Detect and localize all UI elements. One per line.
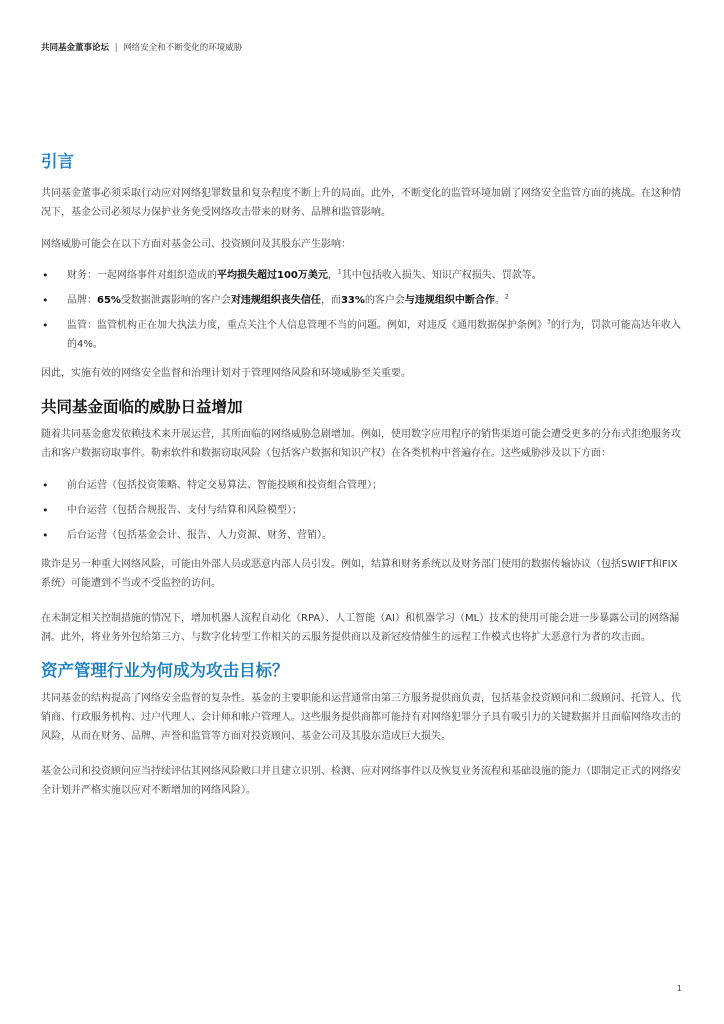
intro-paragraph-2: 网络威胁可能会在以下方面对基金公司、投资顾问及其股东产生影响：	[41, 238, 351, 250]
header-subtitle: 网络安全和不断变化的环境威胁	[123, 43, 243, 53]
impact-financial-highlight: 平均损失超过100万美元	[217, 269, 328, 281]
footnote-3: 3	[547, 318, 551, 326]
asset-paragraph-1: 共同基金的结构提高了网络安全监督的复杂性。基金的主要职能和运营通常由第三方服务提供商负责，包括基金投资顾问和二级顾问、托管人、代销商、行政服务机构、过户代理人、会计师和帐户管理人。这些服务提供商都可能持有对网络犯罪分子具有吸引力的关键数据并且面临网络攻击的风险，从而在财务、品牌、声誉和监管等方面对投资顾问、基金公司及其股东造成巨大损失。	[41, 693, 681, 743]
impact-brand-label: 品牌：	[67, 294, 97, 306]
impact-item-brand	[41, 291, 683, 310]
intro-title: 引言	[41, 152, 74, 171]
threats-title: 共同基金面临的威胁日益增加	[41, 397, 243, 416]
impact-brand-text-3: 的客户会	[364, 294, 405, 306]
impact-item-financial: • 财务：一起网络事件对组织造成的平均损失超过100万美元，$^1$其中包括收入损失、知识产权损失、罚款等。	[41, 266, 683, 285]
impact-brand-text-2: ，而	[320, 294, 341, 306]
impact-brand-pct-2: 33%	[340, 294, 365, 306]
impact-financial-text: 财务：一起网络事件对组织造成的	[67, 269, 217, 281]
page-number: 1	[676, 984, 682, 993]
asset-management-section	[41, 661, 683, 800]
impact-brand-pct-1: 65%	[97, 294, 121, 306]
intro-paragraph-1: 共同基金董事必须采取行动应对网络犯罪数量和复杂程度不断上升的局面。此外，不断变化的监管环境加剧了网络安全监管方面的挑战。在这种情况下，基金公司必须尽力保护业务免受网络攻击带来的财务、品牌和监管影响。	[41, 187, 681, 218]
operations-item-front: • 前台运营（包括投资策略、特定交易算法、智能投顾和投资组合管理）；	[41, 476, 683, 495]
asset-title: 资产管理行业为何成为攻击目标？	[41, 661, 289, 681]
impact-financial-detail: 其中包括收入损失、知识产权损失、罚款等。	[341, 269, 542, 281]
asset-paragraph-2: 基金公司和投资顾问应当持续评估其网络风险敞口并且建立识别、检测、应对网络事件以及恢复业务流程和基础设施的能力（即制定正式的网络安全计划并严格实施以应对不断增加的网络风险）。	[41, 766, 681, 797]
operations-item-middle: • 中台运营（包括合规报告、支付与结算和风险模型）；	[41, 501, 683, 520]
impact-regulatory-detail: 的行为，罚款可能高达年收入的4%。	[67, 319, 681, 350]
impact-regulatory-text: 监管：监管机构正在加大执法力度，重点关注个人信息管理不当的问题。例如，对违反《通用数据保护条例》	[67, 319, 547, 331]
impact-brand-end: 。	[494, 294, 505, 306]
operations-item-back: • 后台运营（包括基金会计、报告、人力资源、财务、营销）。	[41, 526, 683, 545]
header-separator: |	[114, 43, 118, 53]
threats-section	[41, 398, 683, 648]
threats-paragraph-2: 欺诈是另一种重大网络风险，可能由外部人员或恶意内部人员引发。例如，结算和财务系统以及财务部门使用的数据传输协议（包括SWIFT和FIX系统）可能遭到不当或不受监控的访问。	[41, 559, 678, 590]
impact-brand-text-1: 受数据泄露影响的客户会	[120, 294, 231, 306]
page-header	[41, 41, 242, 53]
main-content	[41, 152, 683, 800]
impact-brand-highlight-1: 对违规组织丧失信任	[230, 294, 321, 306]
impact-brand-highlight-2: 与违规组织中断合作	[404, 294, 495, 306]
impact-list	[41, 266, 683, 354]
threats-paragraph-1: 随着共同基金愈发依赖技术来开展运营，其所面临的网络威胁急剧增加。例如，使用数字应用程序的销售渠道可能会遭受更多的分布式拒绝服务攻击和客户数据窃取事件。勒索软件和数据窃取风险（包括客户数据和知识产权）在各类机构中普遍存在。这些威胁涉及以下方面：	[41, 429, 681, 460]
header-brand: 共同基金董事论坛	[41, 43, 110, 53]
footnote-1: 1	[337, 268, 342, 276]
intro-section	[41, 152, 683, 383]
footnote-2: 2	[504, 293, 509, 301]
operations-list	[41, 476, 683, 545]
intro-paragraph-3: 因此，实施有效的网络安全监督和治理计划对于管理网络风险和环境威胁至关重要。	[41, 367, 411, 379]
threats-paragraph-3: 在未制定相关控制措施的情况下，增加机器人流程自动化（RPA）、人工智能（AI）和机器学习（ML）技术的使用可能会进一步暴露公司的网络漏洞。此外，将业务外包给第三方、与数字化转型工作相关的云服务提供商以及新冠疫情催生的远程工作模式也将扩大恶意行为者的攻击面。	[41, 613, 680, 644]
impact-item-regulatory	[41, 316, 683, 354]
